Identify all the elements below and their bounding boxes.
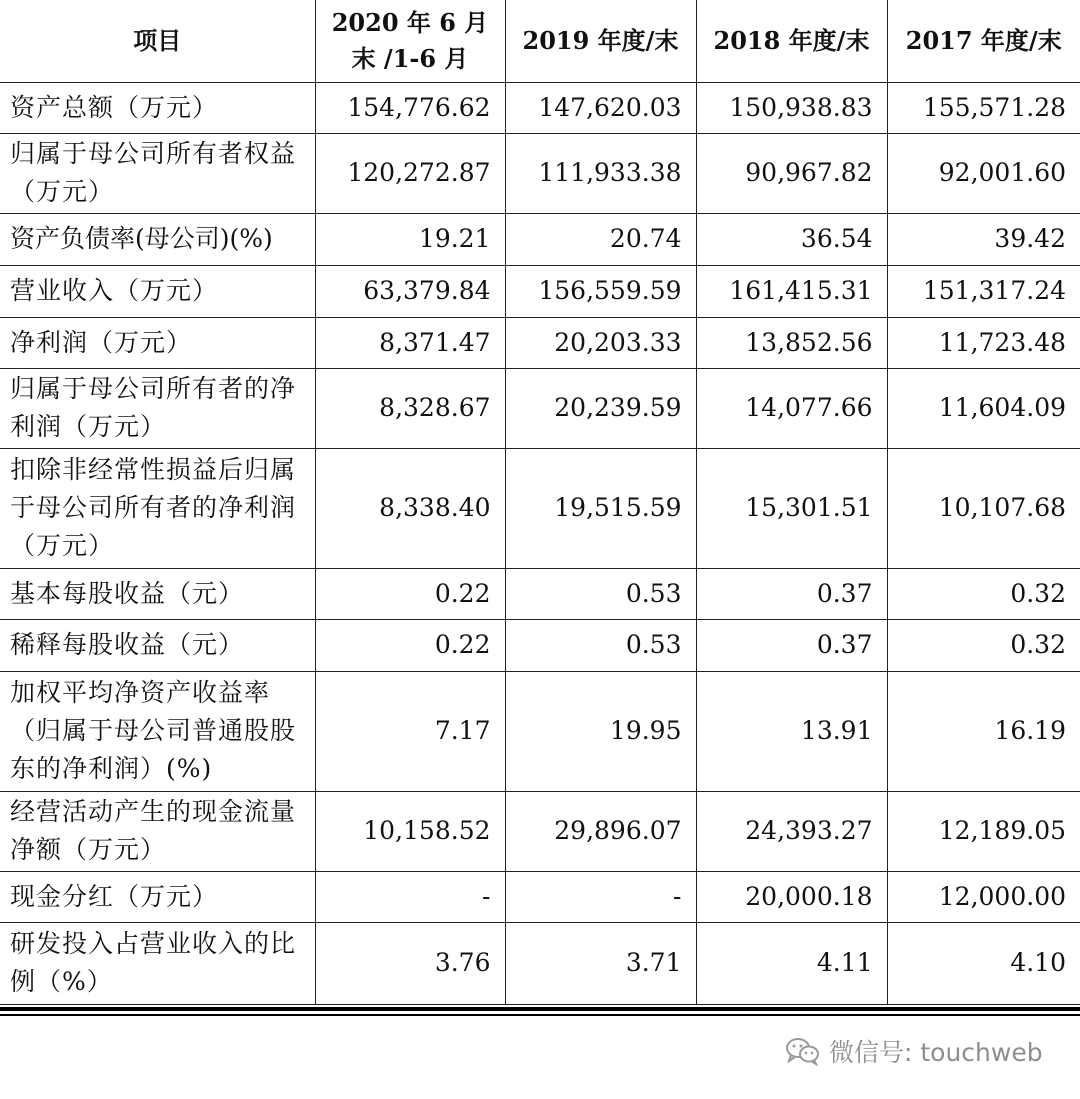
row-label: 现金分红（万元） (0, 871, 315, 922)
table-bottom-rule (0, 1007, 1080, 1016)
cell-2019: 19,515.59 (505, 448, 696, 568)
row-label: 稀释每股收益（元） (0, 619, 315, 671)
cell-2020: 8,328.67 (315, 368, 505, 448)
cell-2020: 63,379.84 (315, 265, 505, 317)
cell-2020: 3.76 (315, 922, 505, 1004)
cell-2018: 90,967.82 (696, 133, 887, 213)
header-2018: 2018 年度/末 (696, 0, 887, 82)
table-row (0, 448, 1080, 568)
cell-2017: 12,189.05 (887, 791, 1080, 871)
cell-2018: 0.37 (696, 619, 887, 671)
cell-2020: 19.21 (315, 213, 505, 265)
header-2019: 2019 年度/末 (505, 0, 696, 82)
header-2017: 2017 年度/末 (887, 0, 1080, 82)
table-row (0, 317, 1080, 368)
cell-2019: - (505, 871, 696, 922)
cell-2019: 156,559.59 (505, 265, 696, 317)
cell-2020: 8,371.47 (315, 317, 505, 368)
watermark-text: 微信号: touchweb (829, 1038, 1043, 1067)
table-row (0, 265, 1080, 317)
row-label: 营业收入（万元） (0, 265, 315, 317)
table-row (0, 871, 1080, 922)
cell-2020: 154,776.62 (315, 82, 505, 133)
cell-2018: 13.91 (696, 671, 887, 791)
cell-2019: 20.74 (505, 213, 696, 265)
cell-2017: 0.32 (887, 568, 1080, 619)
cell-2019: 20,239.59 (505, 368, 696, 448)
table-row (0, 671, 1080, 791)
cell-2019: 147,620.03 (505, 82, 696, 133)
cell-2019: 3.71 (505, 922, 696, 1004)
cell-2018: 150,938.83 (696, 82, 887, 133)
header-2020: 2020 年 6 月末 /1-6 月 (315, 0, 505, 82)
cell-2018: 161,415.31 (696, 265, 887, 317)
cell-2017: 92,001.60 (887, 133, 1080, 213)
cell-2017: 12,000.00 (887, 871, 1080, 922)
cell-2019: 29,896.07 (505, 791, 696, 871)
table-row (0, 213, 1080, 265)
row-label: 归属于母公司所有者的净利润（万元） (0, 368, 315, 448)
row-label: 研发投入占营业收入的比例（%） (0, 922, 315, 1004)
cell-2018: 36.54 (696, 213, 887, 265)
cell-2017: 11,723.48 (887, 317, 1080, 368)
cell-2017: 4.10 (887, 922, 1080, 1004)
cell-2020: 10,158.52 (315, 791, 505, 871)
cell-2020: 8,338.40 (315, 448, 505, 568)
cell-2017: 0.32 (887, 619, 1080, 671)
table-row (0, 568, 1080, 619)
row-label: 加权平均净资产收益率（归属于母公司普通股股东的净利润）(%) (0, 671, 315, 791)
cell-2019: 111,933.38 (505, 133, 696, 213)
table-row (0, 82, 1080, 133)
cell-2017: 11,604.09 (887, 368, 1080, 448)
table-row (0, 791, 1080, 871)
table-row (0, 619, 1080, 671)
cell-2018: 20,000.18 (696, 871, 887, 922)
cell-2019: 0.53 (505, 619, 696, 671)
cell-2018: 24,393.27 (696, 791, 887, 871)
cell-2020: - (315, 871, 505, 922)
cell-2020: 0.22 (315, 568, 505, 619)
cell-2017: 16.19 (887, 671, 1080, 791)
row-label: 资产负债率(母公司)(%) (0, 213, 315, 265)
row-label: 经营活动产生的现金流量净额（万元） (0, 791, 315, 871)
cell-2020: 120,272.87 (315, 133, 505, 213)
cell-2019: 20,203.33 (505, 317, 696, 368)
cell-2017: 155,571.28 (887, 82, 1080, 133)
cell-2017: 151,317.24 (887, 265, 1080, 317)
row-label: 净利润（万元） (0, 317, 315, 368)
table-header-row (0, 0, 1080, 82)
row-label: 扣除非经常性损益后归属于母公司所有者的净利润（万元） (0, 448, 315, 568)
table-row (0, 133, 1080, 213)
table-row (0, 922, 1080, 1004)
cell-2019: 19.95 (505, 671, 696, 791)
cell-2017: 10,107.68 (887, 448, 1080, 568)
row-label: 基本每股收益（元） (0, 568, 315, 619)
wechat-icon (785, 1036, 821, 1066)
cell-2020: 7.17 (315, 671, 505, 791)
row-label: 资产总额（万元） (0, 82, 315, 133)
cell-2018: 14,077.66 (696, 368, 887, 448)
cell-2020: 0.22 (315, 619, 505, 671)
table-row (0, 368, 1080, 448)
cell-2019: 0.53 (505, 568, 696, 619)
cell-2017: 39.42 (887, 213, 1080, 265)
cell-2018: 13,852.56 (696, 317, 887, 368)
watermark (785, 1033, 1043, 1069)
cell-2018: 0.37 (696, 568, 887, 619)
header-item: 项目 (0, 0, 315, 82)
cell-2018: 4.11 (696, 922, 887, 1004)
cell-2018: 15,301.51 (696, 448, 887, 568)
row-label: 归属于母公司所有者权益（万元） (0, 133, 315, 213)
